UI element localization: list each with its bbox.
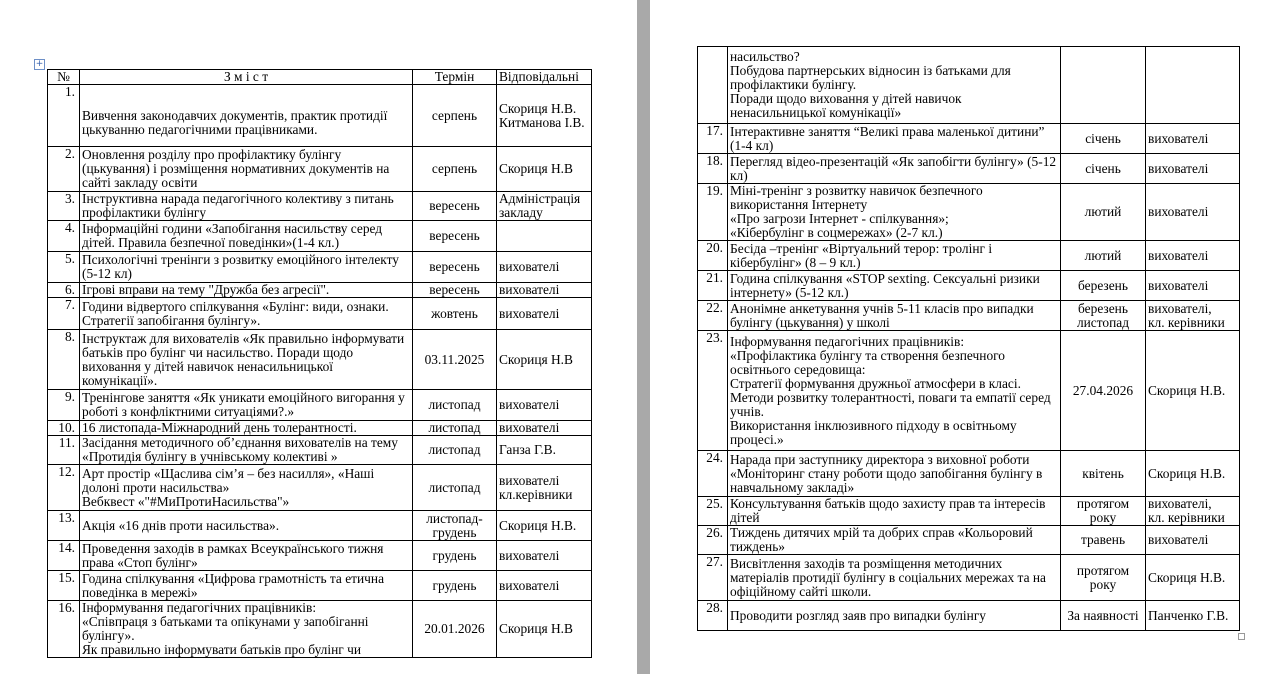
page-gutter: [637, 0, 650, 674]
row-responsible: вихователі: [1146, 271, 1240, 301]
row-content: Інструктаж для вихователів «Як правильно інформувати батьків про булінг чи насильство. Поради щодо виховання у дітей навичок ненасильницької комунікації».: [80, 330, 413, 390]
row-responsible: Скориця Н.В: [497, 147, 592, 192]
row-number: 1.: [48, 85, 80, 147]
row-term: грудень: [413, 571, 497, 601]
table-row: [48, 601, 592, 658]
row-responsible: [497, 221, 592, 252]
row-content: Вивчення законодавчих документів, практик протидії цькуванню педагогічними працівниками.: [80, 85, 413, 147]
row-content: Проводити розгляд заяв про випадки булінгу: [728, 601, 1061, 631]
table-row: [48, 436, 592, 465]
header-num: №: [48, 70, 80, 85]
row-number: 12.: [48, 465, 80, 511]
document-page-left: [0, 0, 637, 674]
table-row: [698, 124, 1240, 154]
row-responsible: Скориця Н.В.: [1146, 555, 1240, 601]
row-number: 19.: [698, 184, 728, 241]
row-content: Інструктивна нарада педагогічного колективу з питань профілактики булінгу: [80, 192, 413, 221]
table-row: [698, 184, 1240, 241]
row-responsible: вихователі, кл. керівники: [1146, 301, 1240, 331]
row-responsible: Скориця Н.В.: [1146, 331, 1240, 451]
row-number: 15.: [48, 571, 80, 601]
row-content: Засідання методичного об’єднання вихователів на тему «Протидія булінгу в учнівському колективі »: [80, 436, 413, 465]
table-header-row: [48, 70, 592, 85]
row-term: За наявності: [1061, 601, 1146, 631]
header-content: З м і с т: [80, 70, 413, 85]
row-number: 6.: [48, 283, 80, 298]
row-number: 3.: [48, 192, 80, 221]
row-number: 24.: [698, 451, 728, 497]
table-row: [698, 555, 1240, 601]
row-content: Інформаційні години «Запобігання насильству серед дітей. Правила безпечної поведінки»(1-4 кл.): [80, 221, 413, 252]
header-term: Термін: [413, 70, 497, 85]
row-responsible: вихователі: [1146, 241, 1240, 271]
row-responsible: вихователі кл.керівники: [497, 465, 592, 511]
row-content: Акція «16 днів проти насильства».: [80, 511, 413, 541]
row-term: листопад-грудень: [413, 511, 497, 541]
row-number: 23.: [698, 331, 728, 451]
row-content: Година спілкування «STOP sexting. Сексуальні ризики інтернету» (5-12 кл.): [728, 271, 1061, 301]
row-content: Висвітлення заходів та розміщення методичних матеріалів протидії булінгу в соціальних мережах та на офіційному сайті школи.: [728, 555, 1061, 601]
row-content: Тренінгове заняття «Як уникати емоційного вигорання у роботі з конфліктними ситуаціями?.»: [80, 390, 413, 421]
row-term: 27.04.2026: [1061, 331, 1146, 451]
row-responsible: вихователі: [497, 252, 592, 283]
table-row: [48, 85, 592, 147]
row-content: Година спілкування «Цифрова грамотність та етична поведінка в мережі»: [80, 571, 413, 601]
row-term: листопад: [413, 465, 497, 511]
row-responsible: вихователі: [1146, 124, 1240, 154]
table-row: [48, 511, 592, 541]
row-content: 16 листопада-Міжнародний день толерантності.: [80, 421, 413, 436]
row-term: січень: [1061, 154, 1146, 184]
row-responsible: Скориця Н.В.: [497, 511, 592, 541]
row-number: 2.: [48, 147, 80, 192]
row-responsible: вихователі: [497, 421, 592, 436]
row-term: грудень: [413, 541, 497, 571]
row-term: листопад: [413, 390, 497, 421]
table-row: [48, 330, 592, 390]
row-responsible: Панченко Г.В.: [1146, 601, 1240, 631]
table-row: [48, 298, 592, 330]
table-row: [698, 331, 1240, 451]
row-content: Психологічні тренінги з розвитку емоційного інтелекту (5-12 кл): [80, 252, 413, 283]
table-row: [48, 192, 592, 221]
row-term: лютий: [1061, 184, 1146, 241]
row-responsible: Ганза Г.В.: [497, 436, 592, 465]
row-number: 27.: [698, 555, 728, 601]
row-term: вересень: [413, 221, 497, 252]
row-number: 28.: [698, 601, 728, 631]
table-row: [698, 154, 1240, 184]
table-row: [698, 451, 1240, 497]
row-responsible: [1146, 47, 1240, 124]
row-content: Інтерактивне заняття “Великі права маленької дитини” (1-4 кл): [728, 124, 1061, 154]
row-responsible: вихователі: [497, 283, 592, 298]
table-row: [48, 147, 592, 192]
row-responsible: Скориця Н.В: [497, 601, 592, 658]
row-content: Ігрові вправи на тему "Дружба без агресії".: [80, 283, 413, 298]
row-content: Проведення заходів в рамках Всеукраїнського тижня права «Стоп булінг»: [80, 541, 413, 571]
row-term: серпень: [413, 85, 497, 147]
row-term: серпень: [413, 147, 497, 192]
row-number: 9.: [48, 390, 80, 421]
row-term: лютий: [1061, 241, 1146, 271]
row-term: протягом року: [1061, 555, 1146, 601]
table-row: [48, 421, 592, 436]
row-term: протягом року: [1061, 497, 1146, 526]
row-term: березень: [1061, 271, 1146, 301]
row-term: березень листопад: [1061, 301, 1146, 331]
row-content: Нарада при заступнику директора з виховної роботи «Моніторинг стану роботи щодо запобігання булінгу в навчальному закладі»: [728, 451, 1061, 497]
row-responsible: Скориця Н.В. Китманова І.В.: [497, 85, 592, 147]
row-number: 7.: [48, 298, 80, 330]
row-content: Тиждень дитячих мрій та добрих справ «Кольоровий тиждень»: [728, 526, 1061, 555]
row-content: Арт простір «Щаслива сім’я – без насилля», «Наші долоні проти насильства» Вебквест «"#МиПротиНасильства"»: [80, 465, 413, 511]
table-row: [48, 390, 592, 421]
row-term: жовтень: [413, 298, 497, 330]
row-content: Години відвертого спілкування «Булінг: види, ознаки. Стратегії запобігання булінгу».: [80, 298, 413, 330]
row-content: Перегляд відео-презентацій «Як запобігти булінгу» (5-12 кл): [728, 154, 1061, 184]
row-term: листопад: [413, 436, 497, 465]
table-row: [48, 221, 592, 252]
row-responsible: вихователі: [497, 298, 592, 330]
table-row: [48, 541, 592, 571]
row-number: 5.: [48, 252, 80, 283]
row-responsible: Скориця Н.В.: [1146, 451, 1240, 497]
row-term: 03.11.2025: [413, 330, 497, 390]
row-responsible: вихователі: [497, 571, 592, 601]
row-responsible: вихователі: [497, 541, 592, 571]
row-content: Інформування педагогічних працівників: «Профілактика булінгу та створення безпечного освітнього середовища: Стратегії формування дружньої атмосфери в класі. Методи розвитку толерантності, поваги та емпатії серед учнів. Використання інклюзивного підходу в освітньому процесі.»: [728, 331, 1061, 451]
row-content: Міні-тренінг з розвитку навичок безпечного використання Інтернету «Про загрози Інтернет - спілкування»; «Кібербулінг в соцмережах» (2-7 кл.): [728, 184, 1061, 241]
row-content: Інформування педагогічних працівників: «Співпраця з батьками та опікунами у запобіганні булінгу». Як правильно інформувати батьків про булінг чи: [80, 601, 413, 658]
row-responsible: вихователі: [1146, 526, 1240, 555]
header-responsible: Відповідальні: [497, 70, 592, 85]
row-number: 11.: [48, 436, 80, 465]
table-row: [698, 271, 1240, 301]
row-responsible: Скориця Н.В: [497, 330, 592, 390]
row-responsible: вихователі, кл. керівники: [1146, 497, 1240, 526]
row-content: Оновлення розділу про профілактику булінгу (цькування) і розміщення нормативних документів на сайті закладу освіти: [80, 147, 413, 192]
table-resize-handle[interactable]: [1238, 633, 1245, 640]
row-number: 26.: [698, 526, 728, 555]
table-row: [48, 571, 592, 601]
row-number: 21.: [698, 271, 728, 301]
table-row: [698, 526, 1240, 555]
row-term: травень: [1061, 526, 1146, 555]
plan-table-left: [47, 69, 592, 658]
row-term: квітень: [1061, 451, 1146, 497]
row-number: 8.: [48, 330, 80, 390]
row-term: 20.01.2026: [413, 601, 497, 658]
row-term: вересень: [413, 283, 497, 298]
row-number: 18.: [698, 154, 728, 184]
plan-table-right: [697, 46, 1240, 631]
row-content: насильство? Побудова партнерських відносин із батьками для профілактики булінгу. Поради щодо виховання у дітей навичок ненасильницької комунікації»: [728, 47, 1061, 124]
row-content: Консультування батьків щодо захисту прав та інтересів дітей: [728, 497, 1061, 526]
row-term: листопад: [413, 421, 497, 436]
row-number: 10.: [48, 421, 80, 436]
table-row: [698, 497, 1240, 526]
table-row: [698, 301, 1240, 331]
row-number: 25.: [698, 497, 728, 526]
row-content: Бесіда –тренінг «Віртуальний терор: тролінг і кібербулінг» (8 – 9 кл.): [728, 241, 1061, 271]
table-row: [48, 252, 592, 283]
row-term: [1061, 47, 1146, 124]
row-number: 22.: [698, 301, 728, 331]
row-responsible: Адміністрація закладу: [497, 192, 592, 221]
row-term: січень: [1061, 124, 1146, 154]
table-move-handle-icon[interactable]: +: [35, 59, 44, 69]
row-number: 17.: [698, 124, 728, 154]
table-row: [48, 283, 592, 298]
row-responsible: вихователі: [497, 390, 592, 421]
row-number: 14.: [48, 541, 80, 571]
row-number: 4.: [48, 221, 80, 252]
table-row: [48, 465, 592, 511]
row-number: [698, 47, 728, 124]
table-row: [698, 47, 1240, 124]
row-term: вересень: [413, 192, 497, 221]
row-content: Анонімне анкетування учнів 5-11 класів про випадки булінгу (цькування) у школі: [728, 301, 1061, 331]
row-responsible: вихователі: [1146, 184, 1240, 241]
table-row: [698, 241, 1240, 271]
row-responsible: вихователі: [1146, 154, 1240, 184]
row-term: вересень: [413, 252, 497, 283]
table-row: [698, 601, 1240, 631]
row-number: 20.: [698, 241, 728, 271]
row-number: 13.: [48, 511, 80, 541]
row-number: 16.: [48, 601, 80, 658]
